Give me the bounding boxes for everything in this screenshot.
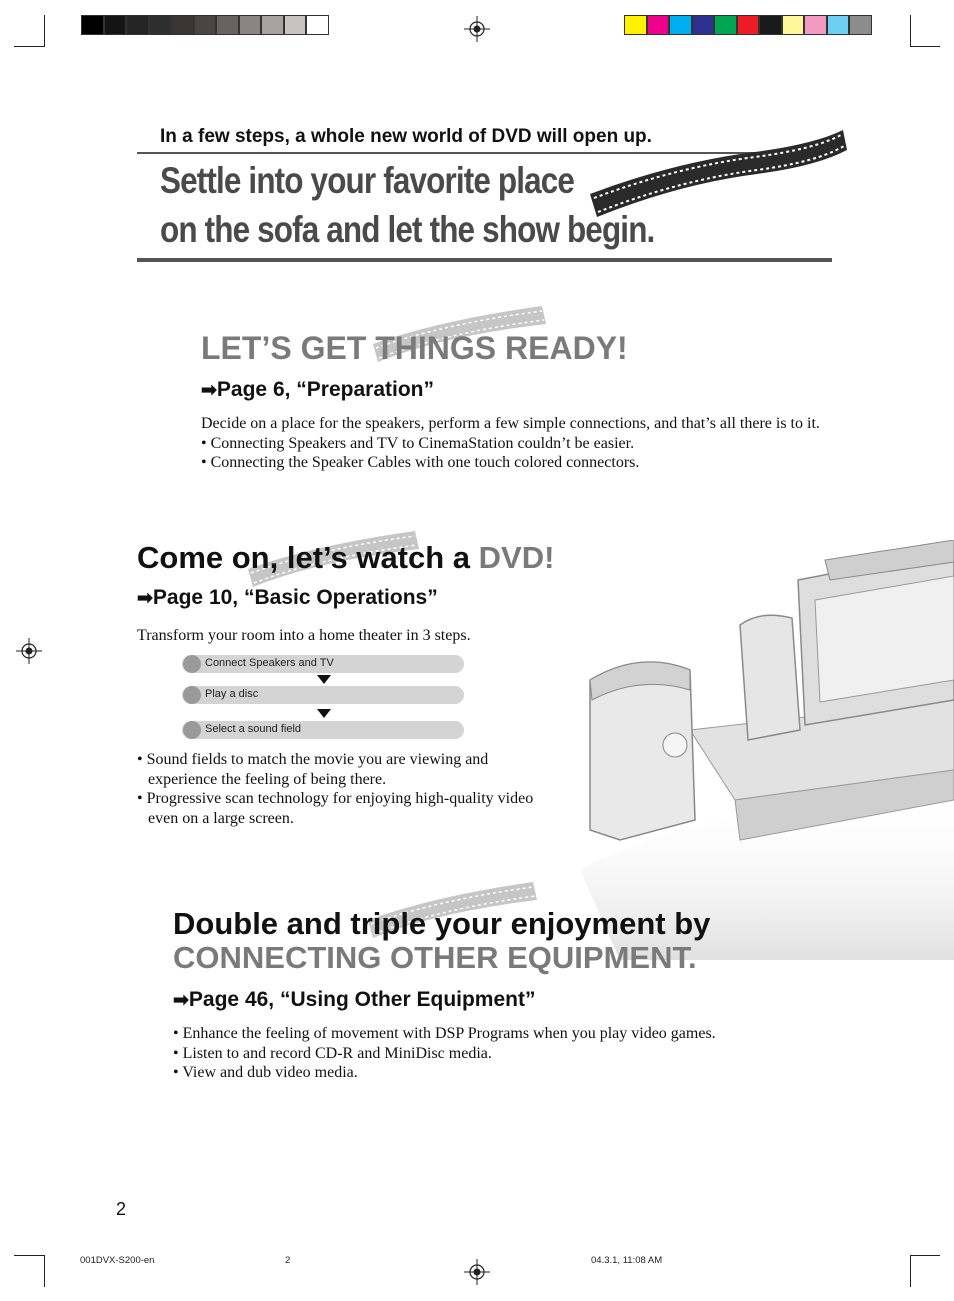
page-ref-basic-operations[interactable]: [137, 586, 438, 610]
page-ref-label: Page 6, “Preparation”: [216, 378, 434, 401]
header-bottom-rule: [137, 258, 832, 262]
step-play-disc: [182, 686, 464, 704]
color-swatch: [104, 15, 127, 35]
page-ref-label: Page 10, “Basic Operations”: [152, 586, 438, 609]
footer-date: 04.3.1, 11:08 AM: [591, 1255, 663, 1266]
registration-mark-icon: [16, 638, 42, 664]
color-swatch: [692, 15, 715, 35]
color-swatch: [782, 15, 805, 35]
registration-mark-icon: [464, 1259, 490, 1285]
color-swatch: [827, 15, 850, 35]
list-item: • View and dub video media.: [173, 1064, 358, 1081]
step-select-sound-field: [182, 721, 464, 739]
color-swatch: [171, 15, 194, 35]
down-arrow-icon: [317, 675, 331, 684]
color-swatch: [306, 15, 329, 35]
color-swatch: [194, 15, 217, 35]
section-title-basic-operations: [137, 540, 554, 576]
step-label: Select a sound field: [205, 723, 302, 735]
color-swatch: [239, 15, 262, 35]
color-swatch: [284, 15, 307, 35]
section1-bullets: [201, 434, 846, 473]
section-title-other-equipment-line-1: Double and triple your enjoyment by: [173, 906, 711, 941]
footer-page: 2: [285, 1255, 291, 1266]
page-number: 2: [116, 1199, 127, 1219]
color-swatch: [261, 15, 284, 35]
list-item: • Connecting the Speaker Cables with one touch colored connectors.: [201, 454, 640, 471]
arrow-right-icon: ➡: [173, 990, 189, 1011]
list-item: • Connecting Speakers and TV to CinemaStation couldn’t be easier.: [201, 434, 635, 452]
color-swatch: [149, 15, 172, 35]
color-swatch: [126, 15, 149, 35]
color-swatch: [804, 15, 827, 35]
page-ref-preparation[interactable]: [201, 378, 434, 402]
color-swatch: [737, 15, 760, 35]
list-item: • Progressive scan technology for enjoying high-quality video even on a large screen.: [137, 790, 534, 827]
footer-file-name: 001DVX-S200-en: [80, 1255, 155, 1266]
step-bullet-icon: [183, 655, 201, 673]
title-gray-part: DVD!: [478, 540, 555, 575]
color-swatch: [81, 15, 104, 35]
section-title-other-equipment-line-2: CONNECTING OTHER EQUIPMENT.: [173, 940, 697, 975]
page-ref-label: Page 46, “Using Other Equipment”: [188, 988, 536, 1011]
step-bullet-icon: [183, 686, 201, 704]
arrow-right-icon: ➡: [201, 380, 217, 401]
section-title-preparation: LET’S GET THINGS READY!: [201, 330, 628, 366]
color-swatch: [624, 15, 647, 35]
step-label: Connect Speakers and TV: [205, 657, 334, 669]
section1-body: [201, 414, 846, 473]
list-item: • Sound fields to match the movie you are viewing and experience the feeling of being there.: [137, 751, 489, 788]
page-ref-other-equipment[interactable]: [173, 988, 535, 1012]
headline-line-2: on the sofa and let the show begin.: [160, 209, 655, 250]
step-label: Play a disc: [205, 688, 259, 700]
registration-mark-icon: [464, 16, 490, 42]
section3-bullets: [173, 1024, 853, 1083]
step-bullet-icon: [183, 721, 201, 739]
step-connect-speakers: [182, 655, 464, 673]
arrow-right-icon: ➡: [137, 588, 153, 609]
title-dark-part: Come on, let’s watch a: [137, 540, 479, 575]
section2-bullets: [137, 750, 542, 828]
down-arrow-icon: [317, 709, 331, 718]
tagline: In a few steps, a whole new world of DVD will open up.: [160, 126, 652, 147]
color-swatch: [669, 15, 692, 35]
color-swatch: [216, 15, 239, 35]
list-item: • Enhance the feeling of movement with DSP Programs when you play video games.: [173, 1025, 716, 1042]
color-swatch: [849, 15, 872, 35]
section1-intro: Decide on a place for the speakers, perform a few simple connections, and that’s all there is to it.: [201, 415, 820, 432]
home-theater-illustration: [560, 540, 954, 960]
headline-line-1: Settle into your favorite place: [160, 160, 575, 201]
color-swatch: [714, 15, 737, 35]
section2-intro: Transform your room into a home theater in 3 steps.: [137, 627, 471, 644]
color-swatch: [759, 15, 782, 35]
color-swatch: [647, 15, 670, 35]
list-item: • Listen to and record CD-R and MiniDisc media.: [173, 1044, 492, 1062]
film-strip-icon: [585, 122, 850, 217]
